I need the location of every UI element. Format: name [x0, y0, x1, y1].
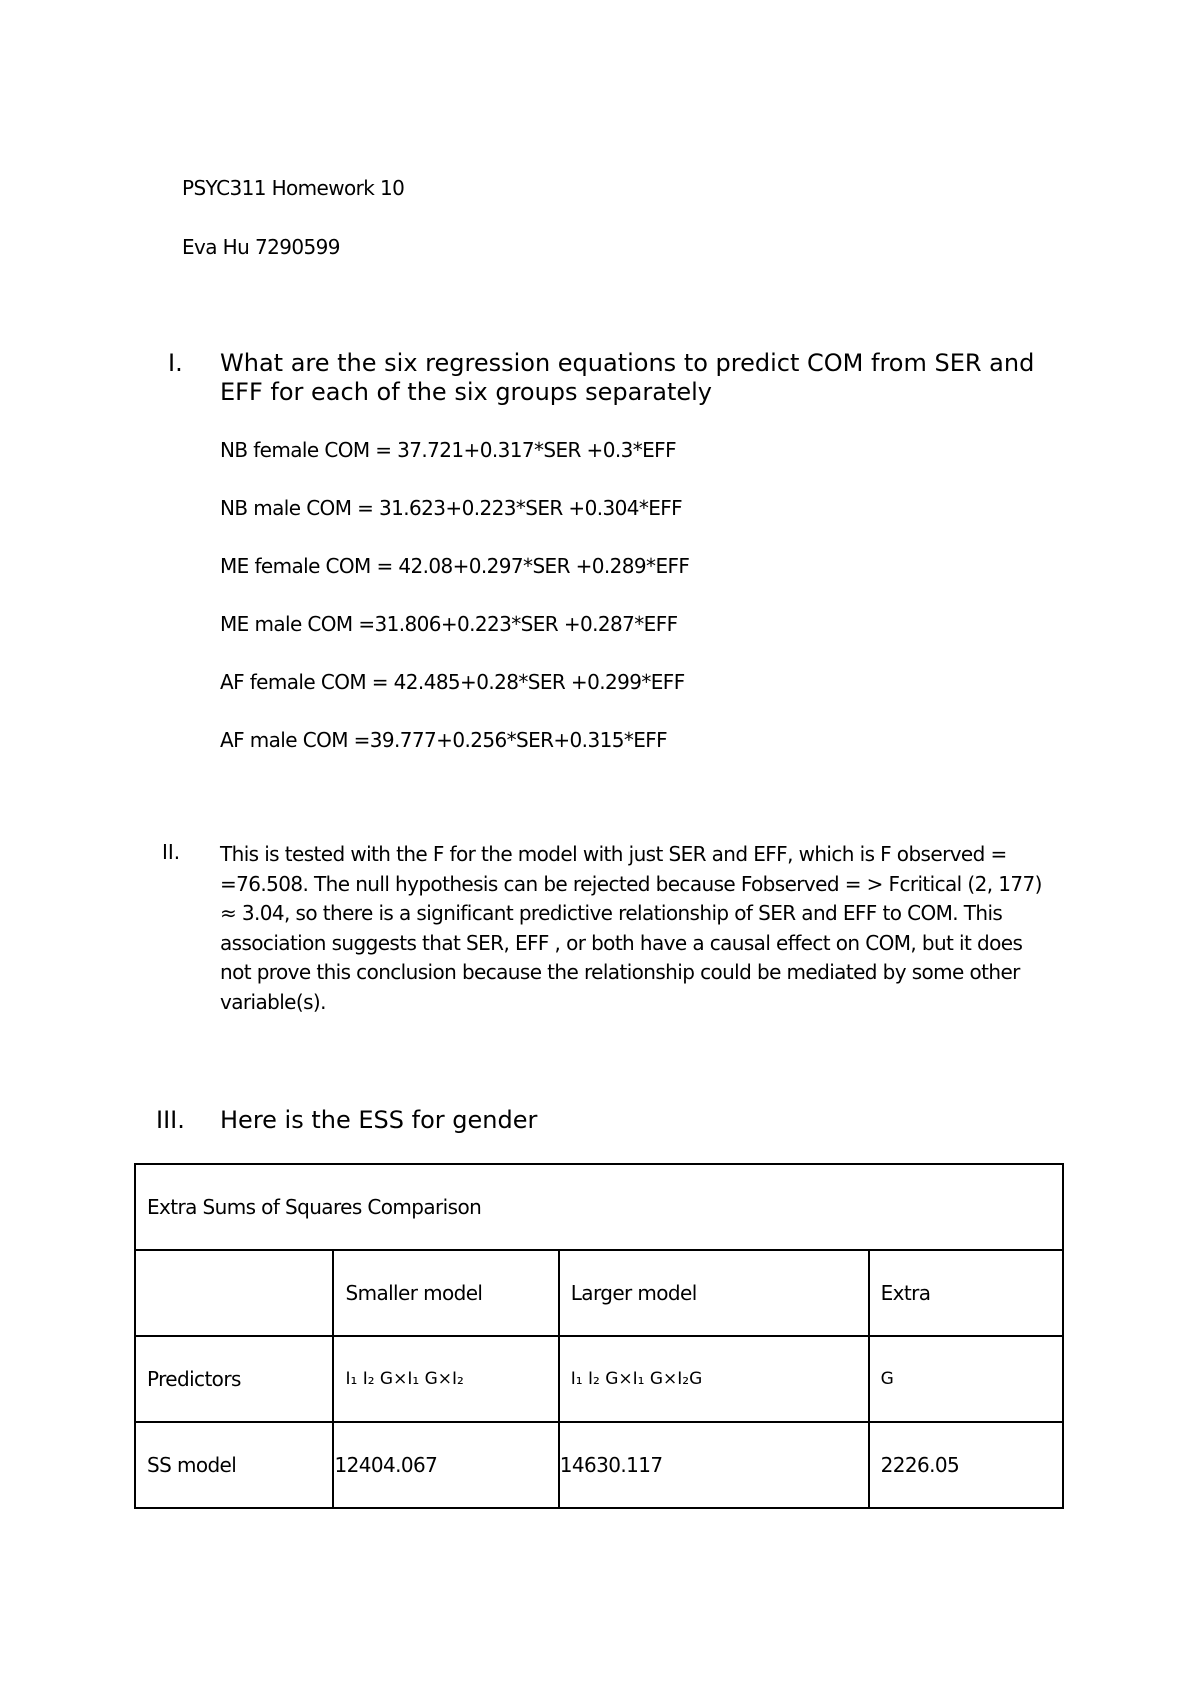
answer-line: =76.508. The null hypothesis can be rejected because Fobserved = > Fcritical (2, 177) — [220, 871, 1042, 896]
equation-me-male: ME male COM =31.806+0.223*SER +0.287*EFF — [220, 612, 678, 636]
header-larger-model: Larger model — [559, 1250, 869, 1336]
ss-model-label: SS model — [135, 1422, 333, 1508]
equation-af-male: AF male COM =39.777+0.256*SER+0.315*EFF — [220, 728, 668, 752]
equation-af-female: AF female COM = 42.485+0.28*SER +0.299*EFF — [220, 670, 685, 694]
answer-line: This is tested with the F for the model with just SER and EFF, which is F observed = — [220, 842, 1007, 866]
answer-line: ≈ 3.04, so there is a significant predictive relationship of SER and EFF to COM. This — [220, 901, 1003, 925]
predictors-label: Predictors — [135, 1336, 333, 1422]
homework-title: PSYC311 Homework 10 — [182, 176, 405, 200]
answer-line: association suggests that SER, EFF , or both have a causal effect on COM, but it does — [220, 930, 1023, 955]
question-1-text — [220, 349, 1034, 407]
answer-line: not prove this conclusion because the relationship could be mediated by some other — [220, 960, 1020, 984]
question-3-text: Here is the ESS for gender — [220, 1106, 538, 1134]
equation-nb-female: NB female COM = 37.721+0.317*SER +0.3*EFF — [220, 438, 676, 462]
question-1-number: I. — [168, 349, 183, 377]
question-1-line-1: What are the six regression equations to predict COM from SER and — [220, 349, 1035, 377]
equation-nb-male: NB male COM = 31.623+0.223*SER +0.304*EFF — [220, 496, 683, 520]
ss-larger: 14630.117 — [559, 1422, 869, 1508]
table-row-predictors — [135, 1336, 1063, 1422]
question-2-number: II. — [162, 840, 181, 864]
ss-smaller: 12404.067 — [333, 1422, 558, 1508]
header-extra: Extra — [869, 1250, 1063, 1336]
predictors-larger: I₁ I₂ G×I₁ G×I₂G — [559, 1336, 869, 1422]
header-smaller-model: Smaller model — [333, 1250, 558, 1336]
table-row-ss-model — [135, 1422, 1063, 1508]
table-caption: Extra Sums of Squares Comparison — [135, 1164, 1063, 1250]
question-2-answer — [220, 840, 1070, 1017]
predictors-extra: G — [869, 1336, 1063, 1422]
table-header-row — [135, 1250, 1063, 1336]
answer-line: variable(s). — [220, 989, 326, 1014]
ss-extra: 2226.05 — [869, 1422, 1063, 1508]
student-name: Eva Hu 7290599 — [182, 235, 340, 259]
header-empty-cell — [135, 1250, 333, 1336]
ess-table — [134, 1163, 1064, 1509]
question-3-number: III. — [156, 1106, 185, 1134]
equation-me-female: ME female COM = 42.08+0.297*SER +0.289*EFF — [220, 554, 690, 578]
question-1-line-2: EFF for each of the six groups separately — [220, 378, 712, 406]
predictors-smaller: I₁ I₂ G×I₁ G×I₂ — [333, 1336, 558, 1422]
